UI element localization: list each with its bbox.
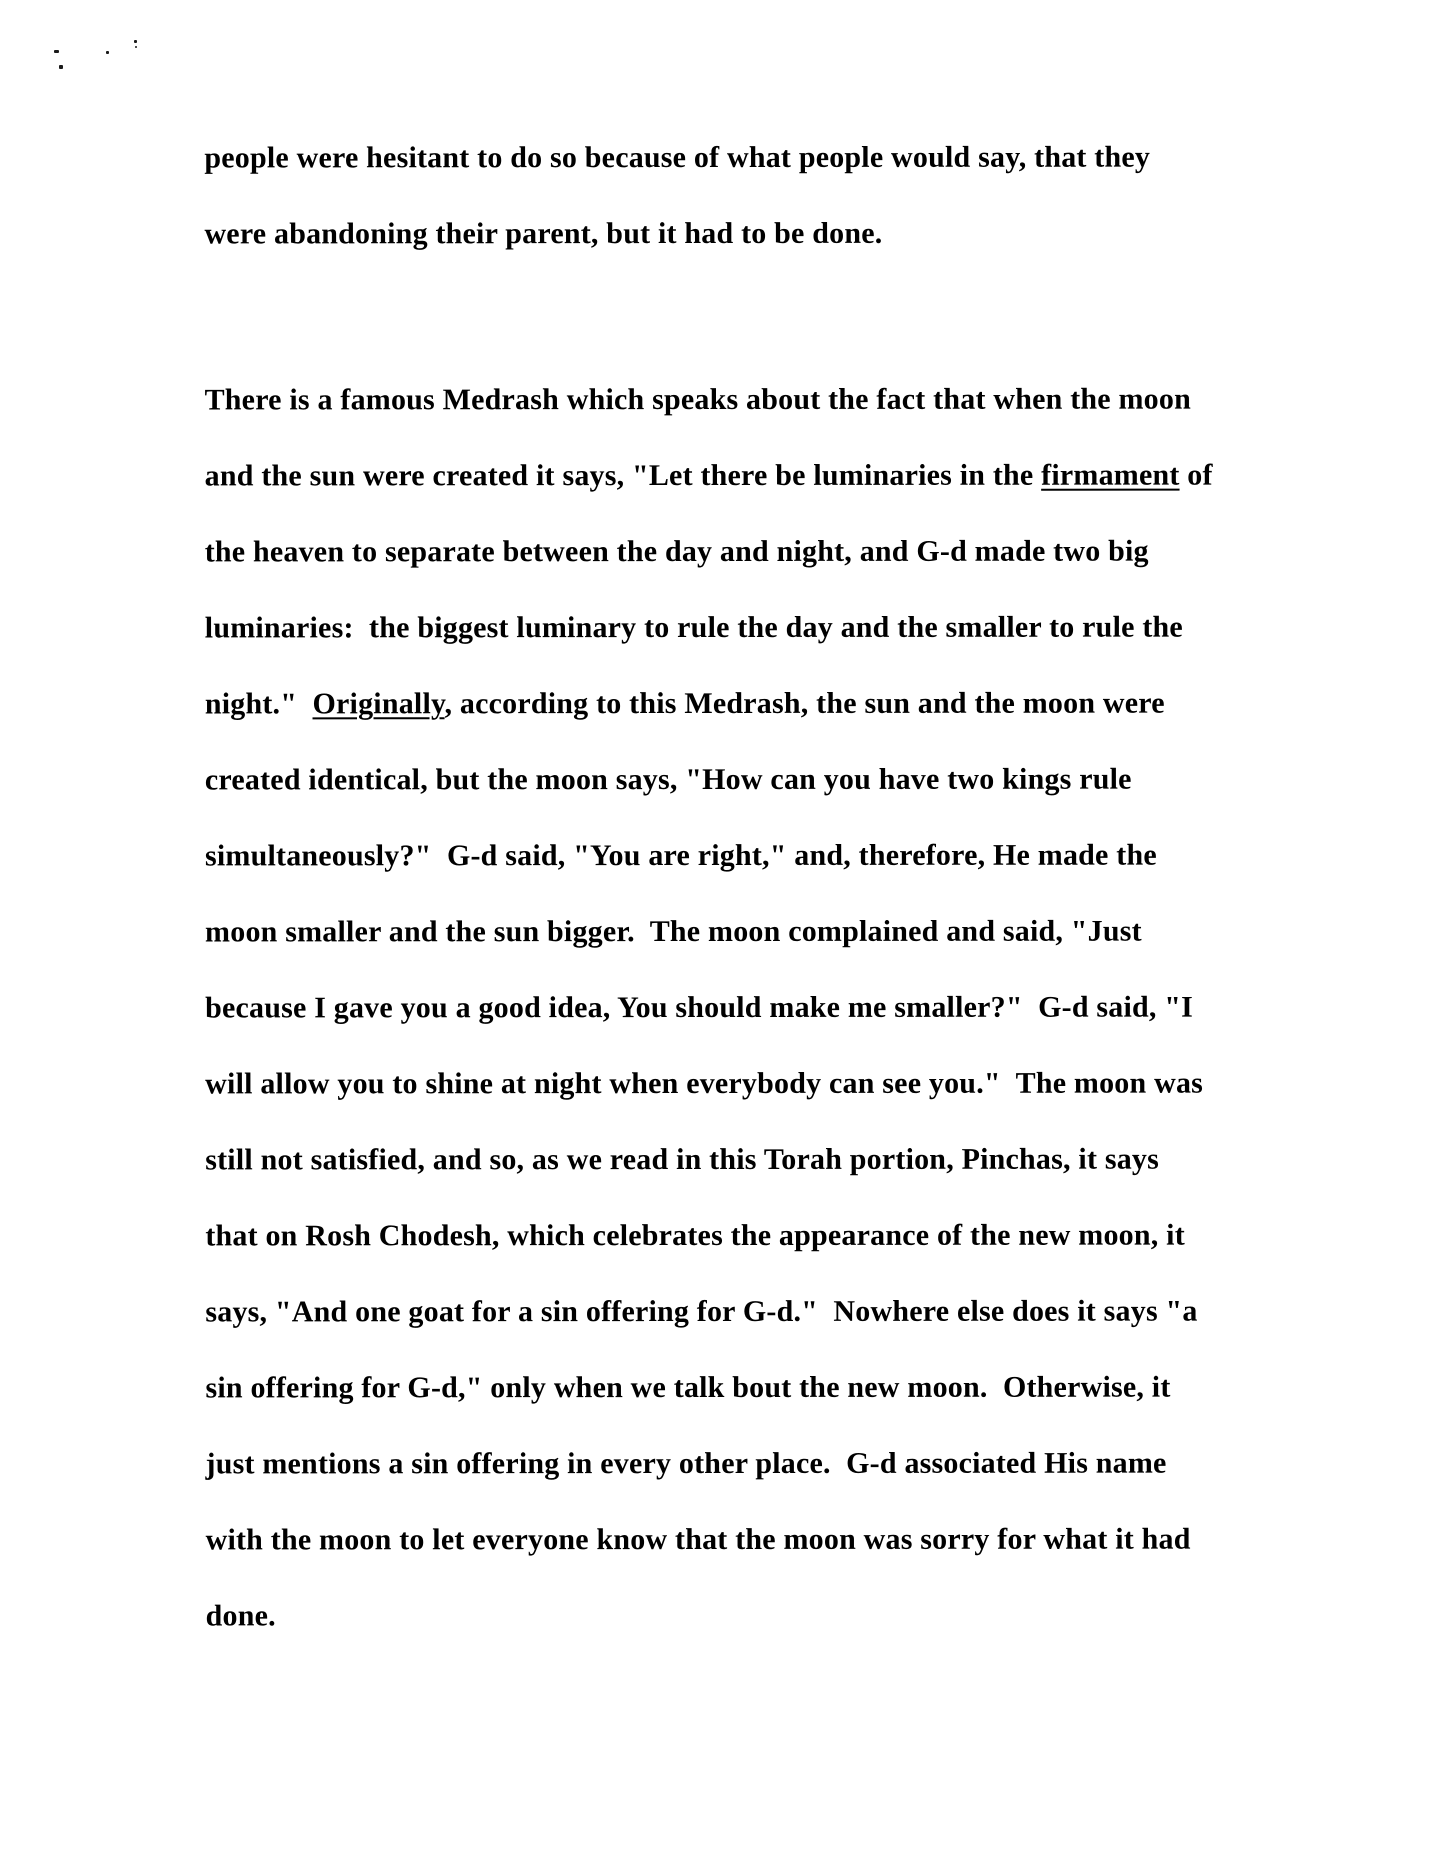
text-line: because I gave you a good idea, You should make me smaller?" G-d said, "I (205, 990, 1194, 1025)
paragraph (205, 362, 1216, 1655)
text-line: created identical, but the moon says, "How can you have two kings rule (204, 762, 1132, 797)
text-line: moon smaller and the sun bigger. The moon complained and said, "Just (205, 914, 1142, 949)
text-line: luminaries: the biggest luminary to rule the day and the smaller to rule the (204, 610, 1183, 645)
underlined-word: firmament (1041, 458, 1180, 492)
document-text (204, 120, 1215, 1655)
text-line: says, "And one goat for a sin offering for G-d." Nowhere else does it says "a (205, 1294, 1198, 1329)
text-line: done. (205, 1599, 276, 1633)
scan-speck (134, 40, 137, 43)
underlined-word: Originally (312, 687, 445, 721)
paragraph (204, 120, 1214, 273)
text-line: still not satisfied, and so, as we read in this Torah portion, Pinchas, it says (205, 1142, 1160, 1177)
text-line: sin offering for G-d," only when we talk bout the new moon. Otherwise, it (205, 1370, 1171, 1405)
text-line: There is a famous Medrash which speaks about the fact that when the moon (204, 382, 1191, 417)
text-line: and the sun were created it says, "Let there be luminaries in the firmament of (204, 458, 1213, 493)
scan-speck (59, 65, 63, 69)
scan-speck (135, 46, 137, 48)
text-line: with the moon to let everyone know that the moon was sorry for what it had (205, 1522, 1191, 1557)
text-line: will allow you to shine at night when everybody can see you." The moon was (205, 1066, 1204, 1101)
scan-speck (106, 51, 109, 54)
text-line: were abandoning their parent, but it had to be done. (204, 216, 883, 251)
scan-speck (54, 50, 59, 53)
text-line: that on Rosh Chodesh, which celebrates the appearance of the new moon, it (205, 1218, 1185, 1253)
text-line: the heaven to separate between the day and night, and G-d made two big (204, 534, 1149, 569)
text-line: simultaneously?" G-d said, "You are right," and, therefore, He made the (204, 838, 1157, 873)
text-line: night." Originally, according to this Medrash, the sun and the moon were (204, 686, 1165, 721)
text-line: just mentions a sin offering in every other place. G-d associated His name (205, 1446, 1167, 1481)
text-line: people were hesitant to do so because of what people would say, that they (204, 140, 1151, 175)
